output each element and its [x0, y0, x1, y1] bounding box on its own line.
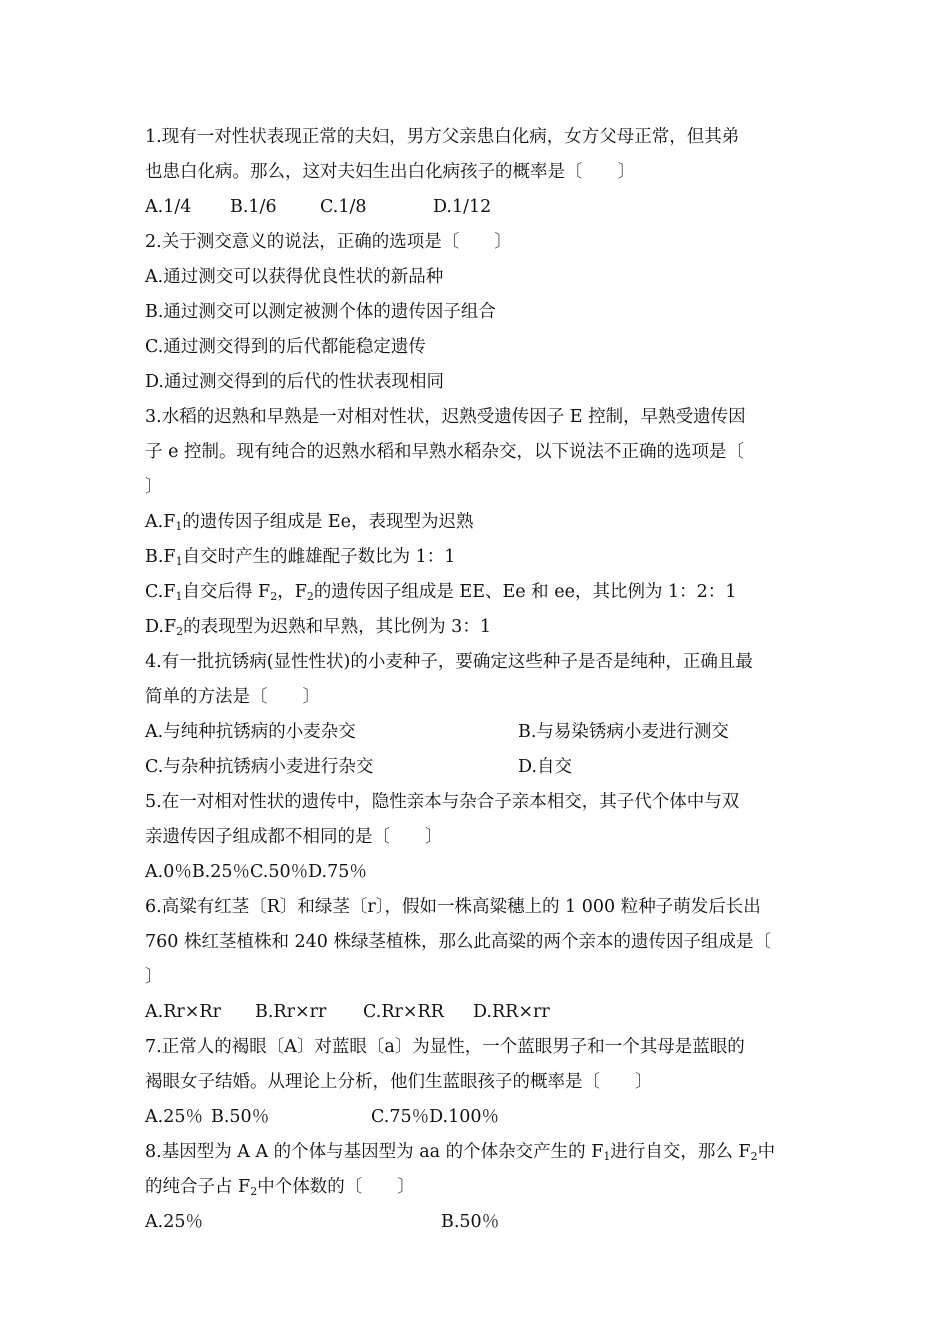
- q2-stem: 2.关于测交意义的说法，正确的选项是〔 〕: [145, 232, 512, 252]
- q3-option-a: [145, 505, 815, 540]
- q2-option-c: C.通过测交得到的后代都能稳定遗传: [145, 337, 426, 357]
- q6-option-b: B.Rr×rr: [255, 1002, 327, 1022]
- q5-stem-line1: 5.在一对相对性状的遗传中，隐性亲本与杂合子亲本相交，其子代个体中与双: [145, 792, 740, 812]
- q1-stem-line2: 也患白化病。那么，这对夫妇生出白化病孩子的概率是〔 〕: [145, 162, 635, 182]
- q1-option-b: B.1/6: [230, 197, 277, 217]
- q2-option-b: B.通过测交可以测定被测个体的遗传因子组合: [145, 302, 496, 322]
- q5-stem-line2: 亲遗传因子组成都不相同的是〔 〕: [145, 827, 443, 847]
- q3-option-c-part3: ，F: [277, 582, 307, 602]
- q4-option-d: D.自交: [518, 757, 572, 777]
- q8-stem-line1-part1: 8.基因型为 A A 的个体与基因型为 aa 的个体杂交产生的 F: [145, 1142, 604, 1162]
- q1-stem-line1: 1.现有一对性状表现正常的夫妇，男方父亲患白化病，女方父母正常，但其弟: [145, 127, 740, 147]
- q3-option-c-sub1: 1: [175, 590, 183, 603]
- q7-stem-line2: 褐眼女子结婚。从理论上分析，他们生蓝眼孩子的概率是〔 〕: [145, 1072, 653, 1092]
- q2-option-d: D.通过测交得到的后代的性状表现相同: [145, 372, 444, 392]
- q6-options: [145, 995, 815, 1030]
- q6-stem-line1: 6.高粱有红茎〔R〕和绿茎〔r〕，假如一株高粱穗上的 1 000 粒种子萌发后长出: [145, 897, 761, 917]
- q8-option-b: B.50％: [441, 1212, 500, 1232]
- q1-option-a: A.1/4: [145, 197, 192, 217]
- q7-options: [145, 1100, 815, 1135]
- q3-option-b-text: 自交时产生的雌雄配子数比为 1：1: [182, 547, 456, 567]
- q4-options-row1: [145, 715, 815, 750]
- q7-option-a: A.25％: [145, 1107, 203, 1127]
- q8-stem-line2-part1: 的纯合子占 F: [145, 1177, 251, 1197]
- q8-stem-line1-part2: 进行自交，那么 F: [610, 1142, 751, 1162]
- q8-stem-line1-part3: 中: [757, 1142, 776, 1162]
- q4-option-c: C.与杂种抗锈病小麦进行杂交: [145, 757, 374, 777]
- q8-stem-line1-sub2: 2: [750, 1150, 758, 1163]
- q3-option-d-subscript: 2: [176, 625, 184, 638]
- q3-option-b-prefix: B.F: [145, 547, 176, 567]
- q8-stem-line1: [145, 1135, 815, 1170]
- q8-stem-line1-sub1: 1: [603, 1150, 611, 1163]
- q3-option-d-prefix: D.F: [145, 617, 177, 637]
- q3-stem-line1: 3.水稻的迟熟和早熟是一对相对性状，迟熟受遗传因子 E 控制，早熟受遗传因: [145, 407, 746, 427]
- q3-option-c-sub2: 2: [270, 590, 278, 603]
- q3-stem-line3: 〕: [145, 477, 163, 497]
- q7-option-cd: C.75％D.100％: [371, 1107, 499, 1127]
- q8-stem-line2-sub: 2: [250, 1185, 258, 1198]
- question-document: [145, 120, 815, 1240]
- q3-option-d: [145, 610, 815, 645]
- q8-options: [145, 1205, 815, 1240]
- q1-options: [145, 190, 815, 225]
- q3-stem-line2: 子 e 控制。现有纯合的迟熟水稻和早熟水稻杂交，以下说法不正确的选项是〔: [145, 442, 744, 462]
- q3-option-a-text: 的遗传因子组成是 Ee，表现型为迟熟: [182, 512, 474, 532]
- q4-options-row2: [145, 750, 815, 785]
- q8-option-a: A.25％: [145, 1212, 203, 1232]
- q1-option-c: C.1/8: [320, 197, 367, 217]
- q3-option-d-text: 的表现型为迟熟和早熟，其比例为 3：1: [183, 617, 491, 637]
- q5-options: A.0％B.25％C.50％D.75％: [145, 862, 367, 882]
- q3-option-c-part1: C.F: [145, 582, 176, 602]
- q3-option-a-prefix: A.F: [145, 512, 176, 532]
- q6-option-d: D.RR×rr: [473, 1002, 550, 1022]
- q6-stem-line2: 760 株红茎植株和 240 株绿茎植株，那么此高粱的两个亲本的遗传因子组成是〔: [145, 932, 771, 952]
- q3-option-c: [145, 575, 815, 610]
- q6-option-a: A.Rr×Rr: [145, 1002, 221, 1022]
- q8-stem-line2-part2: 中个体数的〔 〕: [257, 1177, 415, 1197]
- q4-stem-line1: 4.有一批抗锈病(显性性状)的小麦种子，要确定这些种子是否是纯种，正确且最: [145, 652, 753, 672]
- q6-stem-line3: 〕: [145, 967, 163, 987]
- q3-option-a-subscript: 1: [175, 520, 183, 533]
- q4-stem-line2: 简单的方法是〔 〕: [145, 687, 320, 707]
- q3-option-b-subscript: 1: [175, 555, 183, 568]
- q6-option-c: C.Rr×RR: [363, 1002, 444, 1022]
- q2-option-a: A.通过测交可以获得优良性状的新品种: [145, 267, 444, 287]
- q3-option-c-part4: 的遗传因子组成是 EE、Ee 和 ee，其比例为 1：2：1: [313, 582, 737, 602]
- q8-stem-line2: [145, 1170, 815, 1205]
- q4-option-a: A.与纯种抗锈病的小麦杂交: [145, 722, 356, 742]
- q7-stem-line1: 7.正常人的褐眼〔A〕对蓝眼〔a〕为显性，一个蓝眼男子和一个其母是蓝眼的: [145, 1037, 745, 1057]
- q7-option-b: B.50％: [211, 1107, 270, 1127]
- q1-option-d: D.1/12: [433, 197, 492, 217]
- q4-option-b: B.与易染锈病小麦进行测交: [518, 722, 729, 742]
- q3-option-c-sub3: 2: [306, 590, 314, 603]
- q3-option-c-part2: 自交后得 F: [182, 582, 271, 602]
- q3-option-b: [145, 540, 815, 575]
